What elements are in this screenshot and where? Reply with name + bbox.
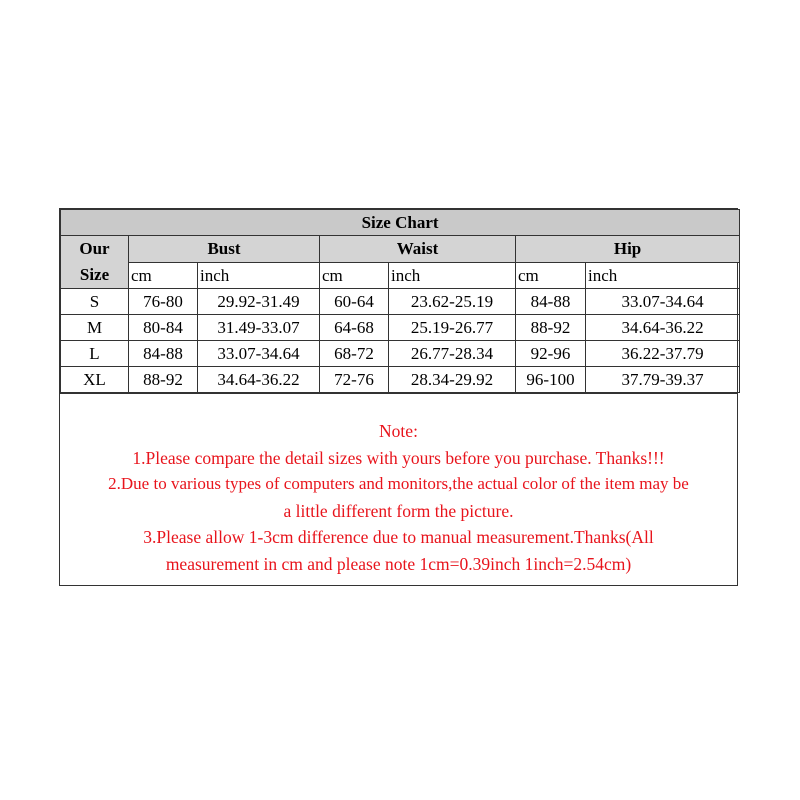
waist-cm-unit: cm xyxy=(320,262,389,289)
waist-inch-unit: inch xyxy=(389,262,516,289)
notes-section xyxy=(60,393,737,585)
note-line-3: a little different form the picture. xyxy=(283,500,514,521)
bust-header: Bust xyxy=(129,236,320,263)
table-title: Size Chart xyxy=(61,210,740,236)
hip-inch-cell: 36.22-37.79 xyxy=(586,341,740,367)
waist-inch-cell: 25.19-26.77 xyxy=(389,315,516,341)
bust-cm-cell: 80-84 xyxy=(129,315,198,341)
size-cell: M xyxy=(61,315,129,341)
waist-inch-cell: 28.34-29.92 xyxy=(389,367,516,393)
bust-cm-cell: 76-80 xyxy=(129,289,198,315)
hip-cm-cell: 88-92 xyxy=(516,315,586,341)
waist-cm-cell: 64-68 xyxy=(320,315,389,341)
hip-inch-cell: 34.64-36.22 xyxy=(586,315,740,341)
bust-inch-unit: inch xyxy=(198,262,320,289)
note-line-1: 1.Please compare the detail sizes with yours before you purchase. Thanks!!! xyxy=(132,447,665,468)
table-row xyxy=(61,315,740,341)
table-row xyxy=(61,367,740,393)
waist-cm-cell: 68-72 xyxy=(320,341,389,367)
hip-cm-cell: 84-88 xyxy=(516,289,586,315)
bust-cm-cell: 88-92 xyxy=(129,367,198,393)
size-header-line1: Our xyxy=(79,239,110,258)
waist-cm-cell: 72-76 xyxy=(320,367,389,393)
hip-cm-cell: 92-96 xyxy=(516,341,586,367)
size-cell: XL xyxy=(61,367,129,393)
waist-inch-cell: 23.62-25.19 xyxy=(389,289,516,315)
size-cell: S xyxy=(61,289,129,315)
bust-inch-cell: 33.07-34.64 xyxy=(198,341,320,367)
table-row xyxy=(61,341,740,367)
bust-inch-cell: 34.64-36.22 xyxy=(198,367,320,393)
bust-inch-cell: 29.92-31.49 xyxy=(198,289,320,315)
waist-cm-cell: 60-64 xyxy=(320,289,389,315)
hip-cm-cell: 96-100 xyxy=(516,367,586,393)
waist-header: Waist xyxy=(320,236,516,263)
size-header-line2: Size xyxy=(79,265,110,284)
bust-cm-cell: 84-88 xyxy=(129,341,198,367)
hip-inch-unit: inch xyxy=(586,262,740,289)
hip-header: Hip xyxy=(516,236,740,263)
note-line-2: 2.Due to various types of computers and monitors,the actual color of the item may be xyxy=(108,474,689,493)
hip-inch-cell: 33.07-34.64 xyxy=(586,289,740,315)
hip-cm-unit: cm xyxy=(516,262,586,289)
note-line-5: measurement in cm and please note 1cm=0.39inch 1inch=2.54cm) xyxy=(165,553,632,574)
note-line-4: 3.Please allow 1-3cm difference due to manual measurement.Thanks(All xyxy=(143,527,654,547)
size-cell: L xyxy=(61,341,129,367)
hip-inch-cell: 37.79-39.37 xyxy=(586,367,740,393)
table-row xyxy=(61,289,740,315)
size-chart-table xyxy=(60,209,740,393)
size-column-header xyxy=(61,236,129,289)
waist-inch-cell: 26.77-28.34 xyxy=(389,341,516,367)
size-chart-sheet xyxy=(59,208,738,586)
bust-cm-unit: cm xyxy=(129,262,198,289)
note-heading: Note: xyxy=(379,421,418,441)
bust-inch-cell: 31.49-33.07 xyxy=(198,315,320,341)
